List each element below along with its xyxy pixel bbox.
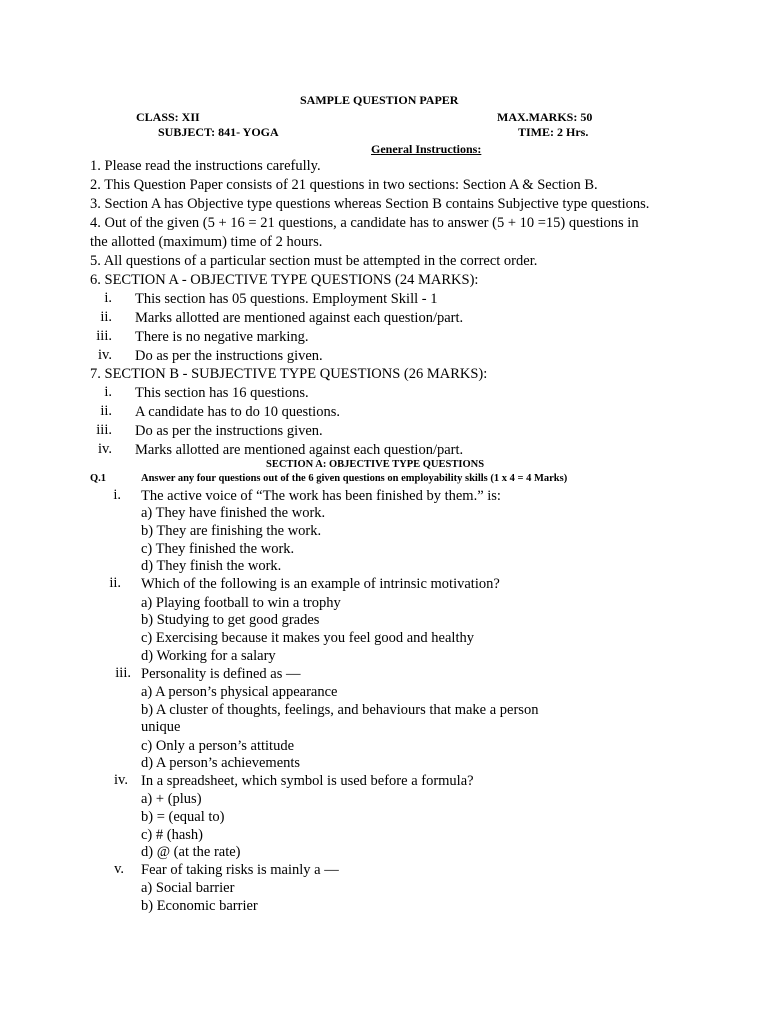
- answer-option: c) They finished the work.: [141, 541, 295, 557]
- answer-option: c) Only a person’s attitude: [141, 738, 295, 754]
- instruction-7: 7. SECTION B - SUBJECTIVE TYPE QUESTIONS (26 MARKS):: [90, 366, 488, 382]
- answer-option: d) They finish the work.: [141, 558, 282, 574]
- sec-b-item-number: i.: [104, 384, 112, 400]
- sec-a-item-number: ii.: [100, 309, 112, 325]
- question-number: v.: [114, 861, 124, 877]
- question-text: In a spreadsheet, which symbol is used before a formula?: [141, 773, 474, 789]
- question-number: i.: [113, 487, 121, 503]
- instruction-2: 2. This Question Paper consists of 21 questions in two sections: Section A & Section B.: [90, 177, 598, 193]
- sec-a-item-text: This section has 05 questions. Employment Skill - 1: [135, 291, 438, 307]
- instruction-5: 5. All questions of a particular section must be attempted in the correct order.: [90, 253, 538, 269]
- instructions-heading: General Instructions:: [371, 142, 482, 156]
- sec-b-item-text: A candidate has to do 10 questions.: [135, 404, 340, 420]
- answer-option: a) They have finished the work.: [141, 505, 326, 521]
- sec-a-item-text: Do as per the instructions given.: [135, 348, 323, 364]
- question-instruction: Answer any four questions out of the 6 given questions on employability skills (1 x 4 = 4 Marks): [141, 473, 568, 484]
- answer-option: c) Exercising because it makes you feel good and healthy: [141, 630, 474, 646]
- sec-b-item-text: This section has 16 questions.: [135, 385, 309, 401]
- instruction-4-continued: the allotted (maximum) time of 2 hours.: [90, 234, 323, 250]
- answer-option: b) They are finishing the work.: [141, 523, 322, 539]
- answer-option: a) A person’s physical appearance: [141, 684, 338, 700]
- sec-b-item-text: Do as per the instructions given.: [135, 423, 323, 439]
- question-label: Q.1: [90, 473, 107, 484]
- question-number: ii.: [109, 575, 121, 591]
- answer-option: b) A cluster of thoughts, feelings, and behaviours that make a person: [141, 702, 539, 718]
- instruction-3: 3. Section A has Objective type questions whereas Section B contains Subjective type questions.: [90, 196, 650, 212]
- sec-a-item-number: iv.: [98, 347, 112, 363]
- max-marks-label: MAX.MARKS: 50: [497, 110, 593, 124]
- answer-option: a) + (plus): [141, 791, 202, 807]
- subject-label: SUBJECT: 841- YOGA: [158, 125, 279, 139]
- answer-option: b) Economic barrier: [141, 898, 258, 914]
- question-number: iv.: [114, 772, 128, 788]
- class-label: CLASS: XII: [136, 110, 200, 124]
- question-text: Personality is defined as —: [141, 666, 301, 682]
- answer-option-continued: unique: [141, 719, 181, 735]
- sec-b-item-text: Marks allotted are mentioned against each question/part.: [135, 442, 464, 458]
- sec-a-item-number: i.: [104, 290, 112, 306]
- answer-option: d) Working for a salary: [141, 648, 276, 664]
- answer-option: b) Studying to get good grades: [141, 612, 320, 628]
- time-label: TIME: 2 Hrs.: [518, 125, 589, 139]
- answer-option: b) = (equal to): [141, 809, 225, 825]
- sec-a-item-text: Marks allotted are mentioned against each question/part.: [135, 310, 464, 326]
- sec-b-item-number: iii.: [96, 422, 112, 438]
- answer-option: d) A person’s achievements: [141, 755, 301, 771]
- question-text: The active voice of “The work has been finished by them.” is:: [141, 488, 501, 504]
- instruction-6: 6. SECTION A - OBJECTIVE TYPE QUESTIONS (24 MARKS):: [90, 272, 479, 288]
- answer-option: c) # (hash): [141, 827, 204, 843]
- question-text: Fear of taking risks is mainly a —: [141, 862, 339, 878]
- sec-b-item-number: ii.: [100, 403, 112, 419]
- answer-option: a) Playing football to win a trophy: [141, 595, 341, 611]
- answer-option: a) Social barrier: [141, 880, 235, 896]
- answer-option: d) @ (at the rate): [141, 844, 241, 860]
- sec-b-item-number: iv.: [98, 441, 112, 457]
- question-number: iii.: [115, 665, 131, 681]
- question-text: Which of the following is an example of intrinsic motivation?: [141, 576, 500, 592]
- sec-a-item-text: There is no negative marking.: [135, 329, 309, 345]
- section-a-heading: SECTION A: OBJECTIVE TYPE QUESTIONS: [266, 459, 485, 470]
- instruction-1: 1. Please read the instructions carefully.: [90, 158, 321, 174]
- instruction-4: 4. Out of the given (5 + 16 = 21 questions, a candidate has to answer (5 + 10 =15) questions in: [90, 215, 639, 231]
- paper-title: SAMPLE QUESTION PAPER: [300, 93, 459, 107]
- sec-a-item-number: iii.: [96, 328, 112, 344]
